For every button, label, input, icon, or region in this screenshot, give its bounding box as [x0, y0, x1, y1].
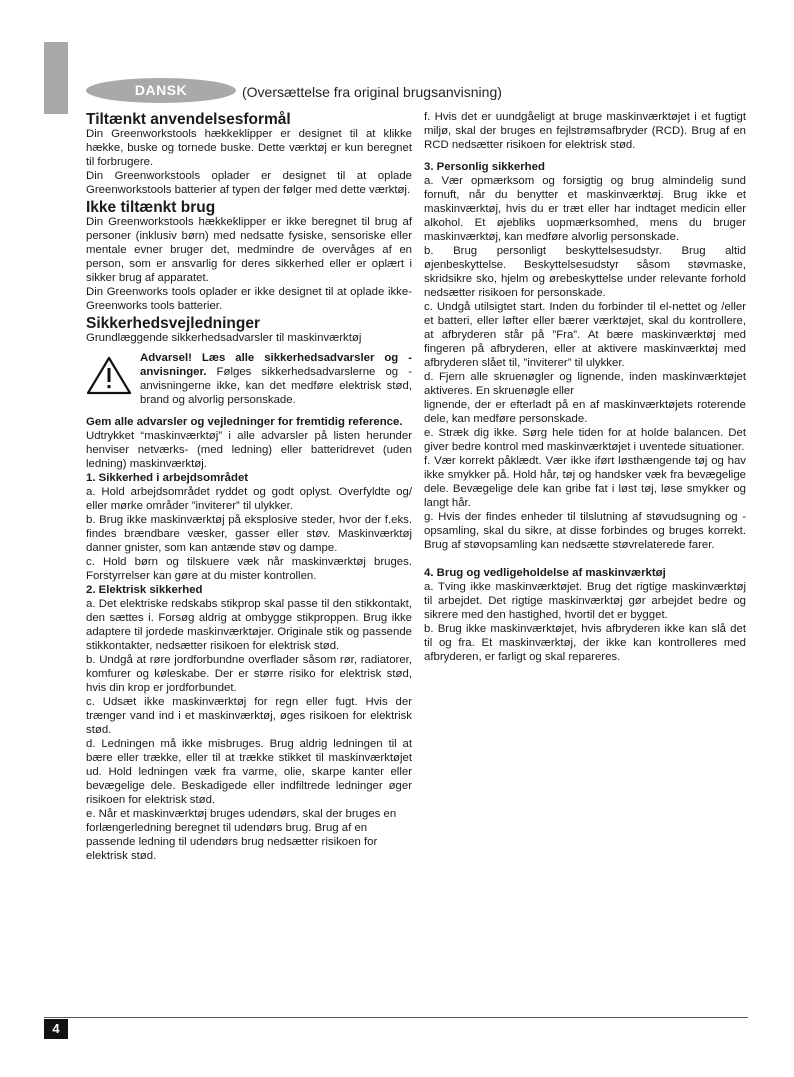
electrical-f: f. Hvis det er uundgåeligt at bruge maskinværktøjet i et fugtigt miljø, skal der bruges en fejlstrømsafbryder (RCD). Brug af en RCD nedsætter risikoen for elektrisk stød.	[424, 111, 746, 151]
work-area-b: b. Brug ikke maskinværktøj på eksplosive steder, hvor der f.eks. findes brændbare væsker, gasser eller støv. Maskinværktøj danner gnister, som kan antænde støv og dampe.	[86, 514, 412, 554]
maintenance-a: a. Tving ikke maskinværktøjet. Brug det rigtige maskinværktøj til arbejdet. Det rigtige maskinværktøj gør arbejdet bedre og sikrere med den hastighed, hvortil det er bygget.	[424, 581, 746, 621]
language-side-tab	[44, 42, 68, 114]
maintenance-b: b. Brug ikke maskinværktøjet, hvis afbryderen ikke kan slå det til og fra. Et maskinværktøj, der ikke kan kontrolleres med afbryderen, er farligt og skal repareres.	[424, 623, 746, 663]
footer-rule	[44, 1017, 748, 1018]
intended-use-p1: Din Greenworkstools hækkeklipper er designet til at klikke hække, buske og tornede buske. Dette værktøj er kun beregnet til forbrugere.	[86, 128, 412, 168]
unintended-use-heading: Ikke tiltænkt brug	[86, 199, 216, 216]
warning-bold: Advarsel! Læs alle sikkerhedsadvarsler og -anvisninger.	[140, 352, 412, 378]
personal-heading: 3. Personlig sikkerhed	[424, 161, 545, 173]
maintenance-heading: 4. Brug og vedligeholdelse af maskinværktøj	[424, 567, 666, 579]
intended-use-heading: Tiltænkt anvendelsesformål	[86, 111, 291, 128]
warning-rest: Følges sikkerhedsadvarslerne og -anvisningerne ikke, kan det medføre elektrisk stød, brand og alvorlig personskade.	[140, 366, 412, 406]
personal-g: g. Hvis der findes enheder til tilslutning af støvudsugning og -opsamling, skal du sikre, at disse forbindes og bruges korrekt. Brug af støvopsamling kan nedsætte støvrelaterede farer.	[424, 511, 746, 551]
electrical-c: c. Udsæt ikke maskinværktøj for regn eller fugt. Hvis der trænger vand ind i et maskinværktøj, øges risikoen for elektrisk stød.	[86, 696, 412, 736]
left-column	[86, 110, 412, 863]
personal-d: d. Fjern alle skruenøgler og lignende, inden maskinværktøjet aktiveres. En skruenøgle eller	[424, 371, 746, 397]
language-badge: DANSK	[86, 78, 236, 103]
personal-b: b. Brug personligt beskyttelsesudstyr. Brug altid øjenbeskyttelse. Beskyttelsesudstyr såsom støvmaske, skridsikre sko, hjelm og ørebeskyttelse under relevante forhold nedsætter risikoen for personskade.	[424, 245, 746, 299]
translation-subtitle: (Oversættelse fra original brugsanvisning)	[242, 84, 502, 100]
term-definition: Udtrykket “maskinværktøj” i alle advarsler på listen herunder henviser netværks- (med ledning) eller batteridrevet (uden ledning) maskinværktøj.	[86, 430, 412, 470]
personal-e: e. Stræk dig ikke. Sørg hele tiden for at holde balancen. Det giver bedre kontrol med maskinværktøjet i uventede situationer.	[424, 427, 746, 453]
safety-heading: Sikkerhedsvejledninger	[86, 315, 261, 332]
personal-f: f. Vær korrekt påklædt. Vær ikke iført løsthængende tøj og hav ikke smykker på. Hold hår, tøj og handsker væk fra bevægelige dele. Bevægelige dele kan gribe fat i løst tøj, løse smykker og langt hår.	[424, 455, 746, 509]
right-column	[424, 110, 746, 664]
work-area-heading: 1. Sikkerhed i arbejdsområdet	[86, 472, 249, 484]
warning-text	[140, 351, 412, 407]
personal-a: a. Vær opmærksom og forsigtig og brug almindelig sund fornuft, når du benytter et maskinværktøj. Brug ikke et maskinværktøj, hvis du er træt eller har indtaget medicin eller alkohol. Et øjebliks uopmærksomhed, mens du bruger maskinværktøj, kan medføre alvorlig personskade.	[424, 175, 746, 243]
keep-instructions: Gem alle advarsler og vejledninger for fremtidig reference.	[86, 416, 403, 428]
electrical-b: b. Undgå at røre jordforbundne overflader såsom rør, radiatorer, komfurer og køleskabe. Der er større risiko for elektrisk stød, hvis din krop er jordforbundet.	[86, 654, 412, 694]
electrical-d: d. Ledningen må ikke misbruges. Brug aldrig ledningen til at bære eller trække, eller til at trække stikket til maskinværktøjet ud. Hold ledningen væk fra varme, olie, skarpe kanter eller bevægelige dele. Beskadigede eller indfiltrede ledninger øger risikoen for elektrisk stød.	[86, 738, 412, 806]
unintended-use-p2: Din Greenworks tools oplader er ikke designet til at oplade ikke-Greenworks tools batterier.	[86, 286, 412, 312]
work-area-a: a. Hold arbejdsområdet ryddet og godt oplyst. Overfyldte og/ eller mørke områder ”inviterer” til ulykker.	[86, 486, 412, 512]
personal-c: c. Undgå utilsigtet start. Inden du forbinder til el-nettet og /eller et batteri, eller løfter eller bærer værktøjet, skal du kontrollere, at afbryderen står på ”Fra”. At bære maskinværktøj med fingeren på afbryderen, eller at aktivere maskinværktøj med afbryderen slået til, ”inviterer” til ulykker.	[424, 301, 746, 369]
unintended-use-p1: Din Greenworkstools hækkeklipper er ikke beregnet til brug af personer (inklusiv børn) med nedsatte fysiske, sensoriske eller mentale evner bruger det, medmindre de overvåges af en person, som er ansvarlig for deres sikkerhed eller er oplært i sikker brug af apparatet.	[86, 216, 412, 284]
electrical-a: a. Det elektriske redskabs stikprop skal passe til den stikkontakt, den sættes i. Forsøg aldrig at ombygge stikproppen. Brug ikke adaptere til jordede maskinværktøjer. Originale stik og passende stikkontakter, nedsætter risikoen for elektrisk stød.	[86, 598, 412, 652]
work-area-c: c. Hold børn og tilskuere væk når maskinværktøj bruges. Forstyrrelser kan gøre at du mister kontrollen.	[86, 556, 412, 582]
warning-triangle-icon	[86, 355, 132, 395]
personal-d2: lignende, der er efterladt på en af maskinværktøjets roterende dele, kan medføre personskade.	[424, 399, 746, 425]
electrical-e: e. Når et maskinværktøj bruges udendørs, skal der bruges en forlængerledning beregnet til udendørs brug. Brug af en passende ledning til udendørs brug nedsætter risikoen for elektrisk stød.	[86, 808, 397, 862]
warning-block	[86, 351, 412, 407]
electrical-heading: 2. Elektrisk sikkerhed	[86, 584, 203, 596]
safety-subtitle: Grundlæggende sikkerhedsadvarsler til maskinværktøj	[86, 332, 362, 344]
page-number: 4	[44, 1019, 68, 1039]
intended-use-p2: Din Greenworkstools oplader er designet til at oplade Greenworkstools batterier af typen der følger med dette værktøj.	[86, 170, 412, 196]
